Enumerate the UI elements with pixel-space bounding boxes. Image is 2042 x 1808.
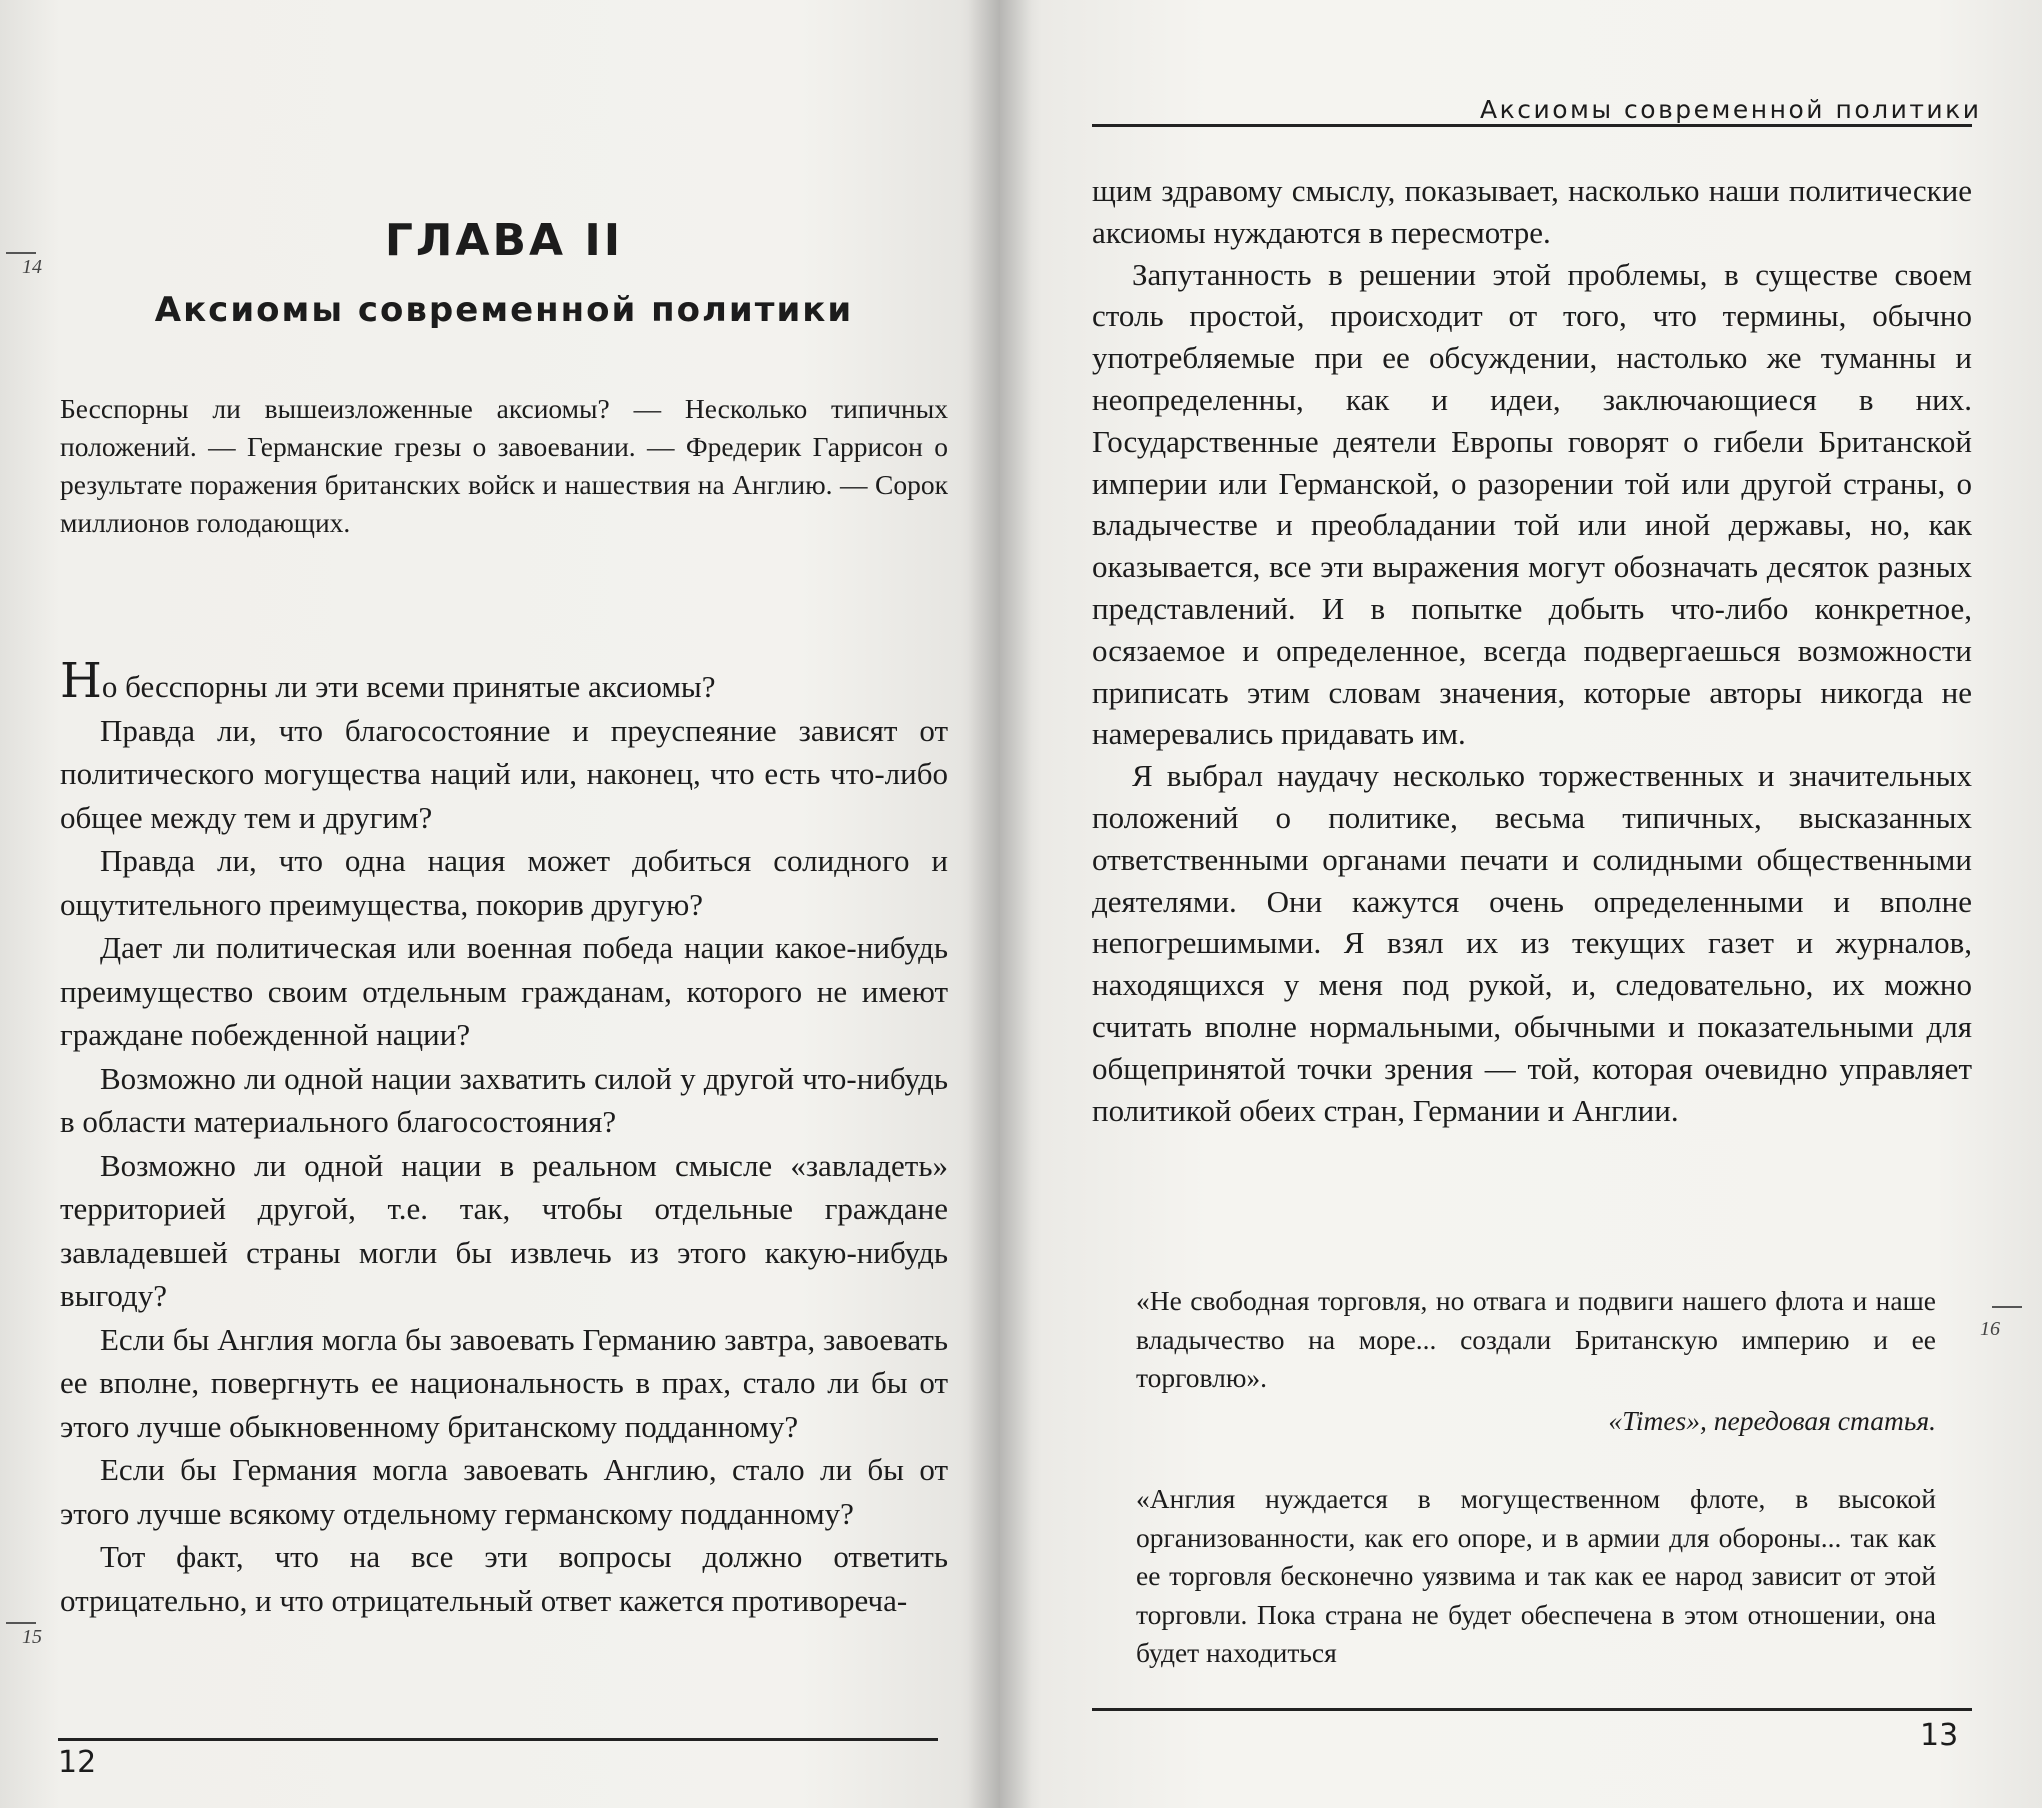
paragraph: Тот факт, что на все эти вопросы должно ответить отрицательно, и что отрицательный ответ кажется противореча- xyxy=(60,1539,948,1618)
right-body-text xyxy=(1092,170,1972,1131)
chapter-title: ГЛАВА II xyxy=(384,215,624,266)
paragraph: Возможно ли одной нации захватить силой у другой что-нибудь в области материального благосостояния? xyxy=(60,1060,948,1139)
drop-cap: Н xyxy=(60,653,102,709)
paragraph: Если бы Англия могла бы завоевать Германию завтра, завоевать ее вполне, повергнуть ее национальность в прах, стало ли бы от этого лучше обыкновенному британскому подданному? xyxy=(60,1321,948,1444)
running-head: Аксиомы современной политики xyxy=(1480,95,1982,124)
footer-rule xyxy=(58,1738,938,1741)
paragraph: щим здравому смыслу, показывает, насколько наши политические аксиомы нуждаются в пересмотре. xyxy=(1092,173,1972,250)
margin-number: 14 xyxy=(22,256,42,278)
paragraph: Но бесспорны ли эти всеми принятые аксиомы? xyxy=(60,653,716,709)
paragraph: Запутанность в решении этой проблемы, в существе своем столь простой, происходит от того, что термины, обычно употребляемые при ее обсуждении, настолько же туманны и неопределенны, как и идеи, заключающиеся в них. Государственные деятели Европы говорят о гибели Британской империи или Германской, о разорении той или другой страны, о владычестве и преобладании той или иной державы, но, как оказывается, все эти выражения могут обозначать десяток разных представлений. И в попытке добыть что-либо конкретное, осязаемое и определенное, всегда подвергаешься возможности приписать этим словам значения, которые авторы никогда не намеревались придавать им. xyxy=(1092,256,1972,752)
margin-mark xyxy=(6,252,36,254)
paragraph: Если бы Германия могла завоевать Англию, стало ли бы от этого лучше всякому отдельному германскому подданному? xyxy=(60,1452,948,1531)
page-number: 12 xyxy=(58,1745,97,1780)
page-number: 13 xyxy=(1920,1718,1959,1753)
margin-mark xyxy=(6,1622,36,1624)
chapter-synopsis: Бесспорны ли вышеизложенные аксиомы? — Несколько типичных положений. — Германские грезы о завоевании. — Фредерик Гаррисон о результате поражения британских войск и нашествия на Англию. — Сорок миллионов голодающих. xyxy=(60,393,948,538)
margin-mark xyxy=(1992,1306,2022,1308)
left-page xyxy=(0,0,1000,1808)
quote-attribution: «Times», передовая статья. xyxy=(1608,1404,1936,1436)
right-page xyxy=(1000,0,2042,1808)
quotation xyxy=(1136,1480,1936,1673)
chapter-subtitle: Аксиомы современной политики xyxy=(154,290,854,330)
paragraph: Правда ли, что благосостояние и преуспеяние зависят от политического могущества наций или, наконец, что есть что-либо общее между тем и другим? xyxy=(60,712,948,835)
paragraph: Дает ли политическая или военная победа нации какое-нибудь преимущество своим отдельным гражданам, которого не имеют граждане побежденной нации? xyxy=(60,930,948,1052)
quote-text: «Англия нуждается в могущественном флоте, в высокой организованности, как его опоре, и в армии для обороны... так как ее торговля бесконечно уязвима и так как ее народ зависит от этой торговли. Пока страна не будет обеспечена в этом отношении, она будет находиться xyxy=(1136,1483,1936,1668)
footer-rule xyxy=(1092,1708,1972,1711)
book-gutter xyxy=(968,0,1032,1808)
paragraph: Возможно ли одной нации в реальном смысле «завладеть» территорией другой, т.е. так, чтобы отдельные граждане завладевшей страны могли бы извлечь из этого какую-нибудь выгоду? xyxy=(60,1147,948,1313)
left-body-text xyxy=(60,653,948,1622)
header-rule xyxy=(1092,124,1972,127)
margin-number: 16 xyxy=(1980,1318,2000,1340)
paragraph: Правда ли, что одна нация может добиться солидного и ощутительного преимущества, покорив другую? xyxy=(60,843,948,922)
quotation xyxy=(1136,1282,1936,1440)
paragraph: Я выбрал наудачу несколько торжественных и значительных положений о политике, весьма типичных, высказанных ответственными органами печати и солидными общественными деятелями. Они кажутся очень определенными и вполне непогрешимыми. Я взял их из текущих газет и журналов, находящихся у меня под рукой, и, следовательно, их можно считать вполне нормальными, обычными и показательными для общепринятой точки зрения — той, которая очевидно управляет политикой обеих стран, Германии и Англии. xyxy=(1092,758,1972,1128)
quote-text: «Не свободная торговля, но отвага и подвиги нашего флота и наше владычество на море... создали Британскую империю и ее торговлю». xyxy=(1136,1285,1936,1393)
margin-number: 15 xyxy=(22,1626,42,1648)
